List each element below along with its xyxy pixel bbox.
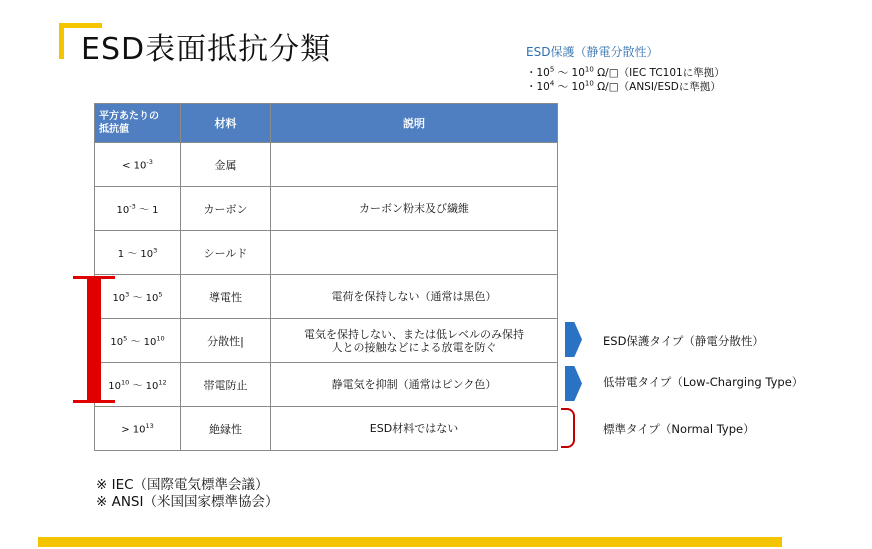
table-row [95,275,558,319]
red-range-marker [87,278,101,402]
page-title: ESD表面抵抗分類 [81,32,332,67]
arrow-right-icon [565,366,582,401]
cell-description: 静電気を抑制（通常はピンク色） [271,363,558,407]
arrow-right-icon [565,322,582,357]
red-range-marker-top [73,276,115,279]
table-row [95,319,558,363]
cell-material: 金属 [181,143,271,187]
cell-resistance: $10^{10}$ 〜 $10^{12}$ [95,363,181,407]
cell-description: ESD材料ではない [271,407,558,451]
cell-resistance: < $10^{-3}$ [95,143,181,187]
bracket-icon [561,408,575,448]
cell-resistance: 1 〜 $10^3$ [95,231,181,275]
table-row [95,187,558,231]
cell-resistance: $10^3$ 〜 $10^5$ [95,275,181,319]
header-description: 説明 [271,104,558,143]
footnote-ansi: ※ ANSI（米国国家標準協会） [96,494,279,510]
note-line: ・$10^5$ 〜 $10^{10}$ Ω/□（IEC TC101に準拠） [526,65,725,79]
label-low-charging-type: 低帯電タイプ（Low-Charging Type） [603,375,804,389]
cell-description: カーボン粉末及び繊維 [271,187,558,231]
cell-description [271,231,558,275]
cell-description [271,143,558,187]
bottom-accent-bar [38,537,782,547]
cell-material: 分散性| [181,319,271,363]
cell-material: 絶縁性 [181,407,271,451]
corner-accent-vertical [59,23,64,59]
cell-description: 電荷を保持しない（通常は黒色） [271,275,558,319]
red-range-marker-bottom [73,400,115,403]
cell-material: カーボン [181,187,271,231]
cell-resistance: > $10^{13}$ [95,407,181,451]
label-normal-type: 標準タイプ（Normal Type） [603,422,755,436]
note-heading: ESD保護（静電分散性） [526,45,659,59]
table-row [95,231,558,275]
resistance-table [94,103,558,451]
table-header-row [95,104,558,143]
header-material: 材料 [181,104,271,143]
header-resistance: 平方あたりの 抵抗値 [95,104,181,143]
table-row [95,363,558,407]
table-row [95,143,558,187]
note-line: ・$10^4$ 〜 $10^{10}$ Ω/□（ANSI/ESDに準拠） [526,79,721,93]
label-esd-type: ESD保護タイプ（静電分散性） [603,334,764,348]
cell-description: 電気を保持しない、または低レベルのみ保持 人との接触などによる放電を防ぐ [271,319,558,363]
table-row [95,407,558,451]
cell-material: 導電性 [181,275,271,319]
cell-material: シールド [181,231,271,275]
cell-resistance: $10^5$ 〜 $10^{10}$ [95,319,181,363]
footnote-iec: ※ IEC（国際電気標準会議） [96,477,269,493]
cell-resistance: $10^{-3}$ 〜 1 [95,187,181,231]
cell-material: 帯電防止 [181,363,271,407]
